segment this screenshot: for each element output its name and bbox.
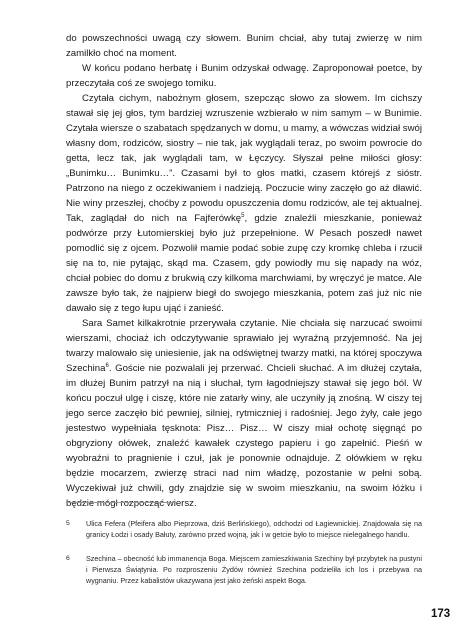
paragraph-2	[66, 61, 422, 91]
paragraph-2-text: W końcu podano herbatę i Bunim odzyskał odwagę. Zaproponował poetce, by przeczytała coś ze swojego tomiku.	[66, 63, 422, 89]
footnote-number: 6	[66, 555, 70, 562]
footnote-divider	[66, 502, 176, 503]
body-text	[66, 31, 422, 511]
paragraph-1-text: do powszechności uwagą czy słowem. Bunim chciał, aby tutaj zwierzę w nim zamilkło choć na moment.	[66, 33, 422, 59]
paragraph-4-text-cont: . Goście nie pozwalali jej przerwać. Chcieli słuchać. A im dłużej czytała, im dłużej Bunim patrzył na nią i słuchał, tym łagodniejszy stawał się jego ból. W końcu poczuł ulgę i ciszę, które nie zatarły winy, ale uczyniły ją znośną. W ciszy tej jego serce zaczęło bić pewniej, silniej, rytmiczniej i radośniej. Jego żyły, całe jego jestestwo wypełniała tęsknota: Pisz… Pisz… W ciszy miał ochotę sięgnąć po obgryziony ołówek, znaleźć kawałek czystego papieru i go zapełnić. Pieśń w wyobraźni to pragnienie i czuł, jak je ponownie odnajduje. Z ołówkiem w ręku będzie mocarzem, zwierzę straci nad nim władzę, pozostanie w pełni sobą. Wyczekiwał już chwili, gdy znajdzie się w swoim mieszkaniu, na swoim łóżku i będzie mógł rozpocząć wiersz.	[66, 363, 422, 509]
footnote-5	[66, 518, 422, 540]
footnotes	[66, 518, 422, 599]
footnote-ref-6: 6	[105, 362, 109, 369]
paragraph-3	[66, 91, 422, 316]
footnote-ref-5: 5	[241, 212, 245, 219]
paragraph-3-text: Czytała cichym, nabożnym głosem, szepcząc słowo za słowem. Im cichszy stawał się jej głos, tym bardziej wzruszenie wzbierało w nim samym – w Bunimie. Czytała wiersze o szabatach spędzanych w domu, u mamy, a wówczas widział swój własny dom, rodziców, siostry – nie tak, jak wyglądali teraz, po swoim powrocie do getta, lecz tak, jak wyglądali tam, w Łęczycy. Słyszał pełne miłości głosy: „Bunimku… Bunimku…”. Czasami był to głos matki, czasem którejś z sióstr. Patrzono na niego z oczekiwaniem i nadzieją. Poczucie winy zaczęło go aż dławić. Nie winy przeszłej, choćby z powodu opuszczenia domu rodziców, ale tej aktualnej. Tak, zaglądał do nich na Fajferówkę	[66, 93, 422, 224]
paragraph-4-text: Sara Samet kilkakrotnie przerywała czytanie. Nie chciała się narzucać swoimi wierszami, chociaż ich odczytywanie sprawiało jej wyraźną przyjemność. Na jej twarzy malowało się uniesienie, jak na odświętnej twarzy matki, na której spoczywa Szechina	[66, 318, 422, 374]
footnote-text: Szechina – obecność lub immanencja Boga. Miejscem zamieszkiwania Szechiny był przybytek na pustyni i Pierwsza Świątynia. Po rozproszeniu Żydów również Szechina podzieliła ich los i przebywa na wygnaniu. Przez kabalistów ukazywana jest jako żeński aspekt Boga.	[86, 554, 422, 585]
paragraph-4	[66, 316, 422, 511]
paragraph-1	[66, 31, 422, 61]
page-number: 173	[431, 608, 451, 620]
footnote-text: Ulica Fefera (Pfeifera albo Pieprzowa, dziś Berlińskiego), odchodzi od Łagiewnickiej. Znajdowała się na granicy Łodzi i osady Bałuty, zarówno przed wojną, jak i w getcie było to miejsce nielegalnego handlu.	[86, 519, 422, 539]
paragraph-3-text-cont: , gdzie znaleźli mieszkanie, ponieważ podwórze przy Łutomierskiej było już przepełnione. W Pesach poszedł nawet pomodlić się z ojcem. Pozwolił mamie podać sobie zupę czy kromkę chleba i rzucił się na to, nie pytając, skąd ma. Czasem, gdy powiodły mu się napady na wóz, chciał pobiec do domu z brukwią czy kilkoma marchwiami, by wręczyć je matce. Ale zawsze było tak, że najpierw biegł do swojego mieszkania, potem zaś już nic nie dawało się z tego łupu ująć i zanieść.	[66, 213, 422, 314]
footnote-6	[66, 553, 422, 586]
footnote-number: 5	[66, 520, 70, 527]
